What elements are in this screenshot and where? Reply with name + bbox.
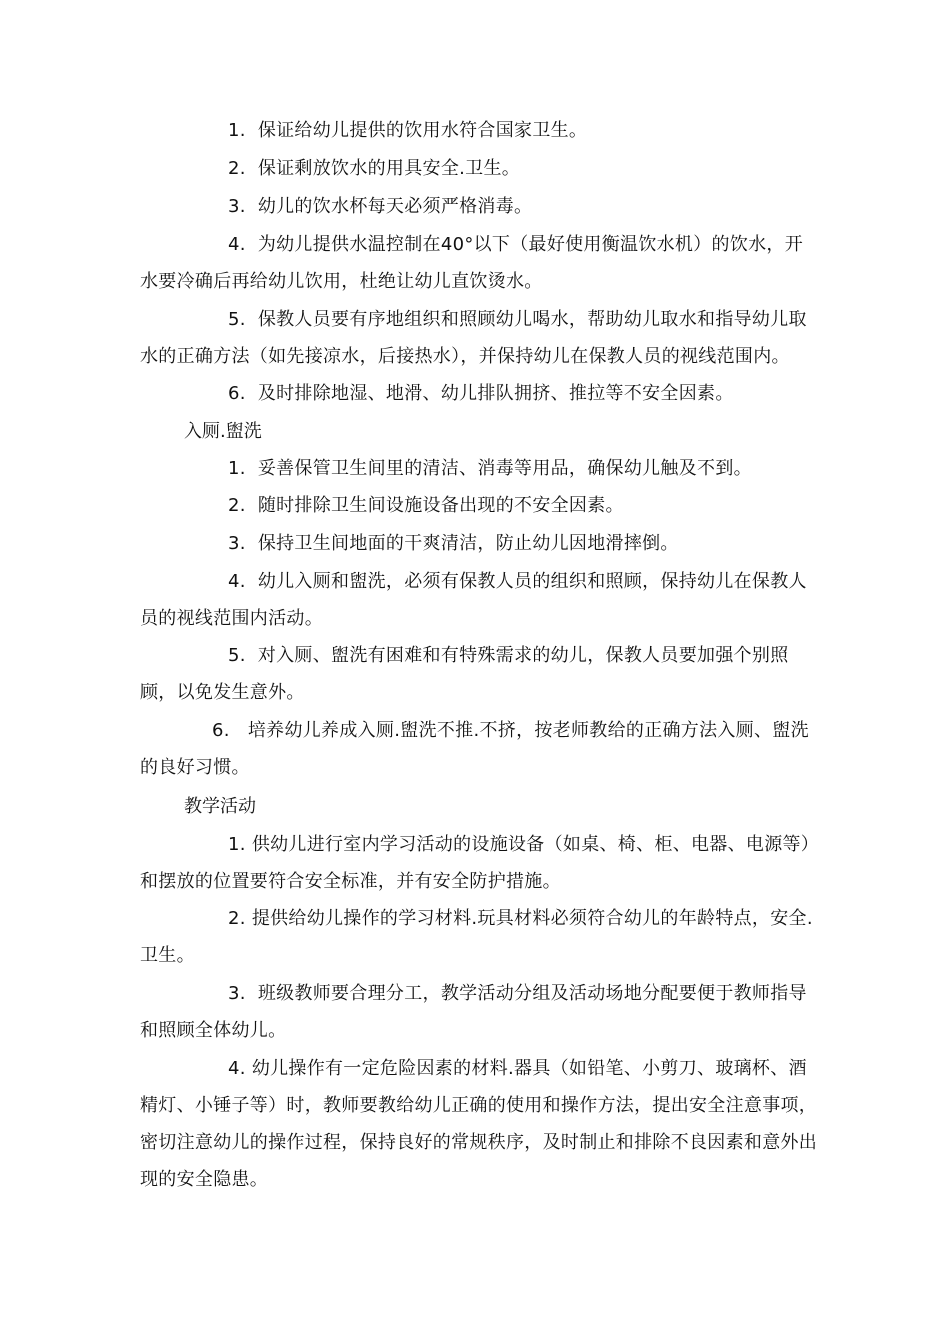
list-item: 4. 为幼儿提供水温控制在40°以下（最好使用衡温饮水机）的饮水，开水要冷确后再给幼儿饮用，杜绝让幼儿直饮烫水。 xyxy=(140,234,804,292)
section-heading-teaching: 教学活动 xyxy=(184,796,256,817)
list-item: 2. 提供给幼儿操作的学习材料.玩具材料必须符合幼儿的年龄特点，安全.卫生。 xyxy=(140,908,813,966)
list-item: 3. 保持卫生间地面的干爽清洁，防止幼儿因地滑摔倒。 xyxy=(228,533,679,554)
list-item: 1. 保证给幼儿提供的饮用水符合国家卫生。 xyxy=(228,120,588,141)
list-item: 1. 供幼儿进行室内学习活动的设施设备（如桌、椅、柜、电器、电源等）和摆放的位置要符合安全标准，并有安全防护措施。 xyxy=(140,834,820,892)
section-heading-toilet: 入厕.盥洗 xyxy=(184,421,262,442)
list-item: 3. 幼儿的饮水杯每天必须严格消毒。 xyxy=(228,196,533,217)
list-item: 4. 幼儿操作有一定危险因素的材料.器具（如铅笔、小剪刀、玻璃杯、酒精灯、小锤子等）时，教师要教给幼儿正确的使用和操作方法，提出安全注意事项，密切注意幼儿的操作过程，保持良好的常规秩序，及时制止和排除不良因素和意外出现的安全隐患。 xyxy=(140,1058,818,1190)
list-item: 5. 保教人员要有序地组织和照顾幼儿喝水，帮助幼儿取水和指导幼儿取水的正确方法（如先接凉水，后接热水），并保持幼儿在保教人员的视线范围内。 xyxy=(140,309,807,367)
list-item: 1. 妥善保管卫生间里的清洁、消毒等用品，确保幼儿触及不到。 xyxy=(228,458,752,479)
list-item: 4. 幼儿入厕和盥洗，必须有保教人员的组织和照顾，保持幼儿在保教人员的视线范围内活动。 xyxy=(140,571,807,629)
list-item: 3. 班级教师要合理分工，教学活动分组及活动场地分配要便于教师指导和照顾全体幼儿。 xyxy=(140,983,807,1041)
list-item: 2. 随时排除卫生间设施设备出现的不安全因素。 xyxy=(228,495,624,516)
list-item: 2. 保证剩放饮水的用具安全.卫生。 xyxy=(228,158,521,179)
list-item: 5. 对入厕、盥洗有困难和有特殊需求的幼儿，保教人员要加强个别照顾，以免发生意外。 xyxy=(140,645,789,703)
list-item: 6. 及时排除地湿、地滑、幼儿排队拥挤、推拉等不安全因素。 xyxy=(228,383,734,404)
list-item: 6. 培养幼儿养成入厕.盥洗不推.不挤，按老师教给的正确方法入厕、盥洗的良好习惯。 xyxy=(140,720,809,778)
